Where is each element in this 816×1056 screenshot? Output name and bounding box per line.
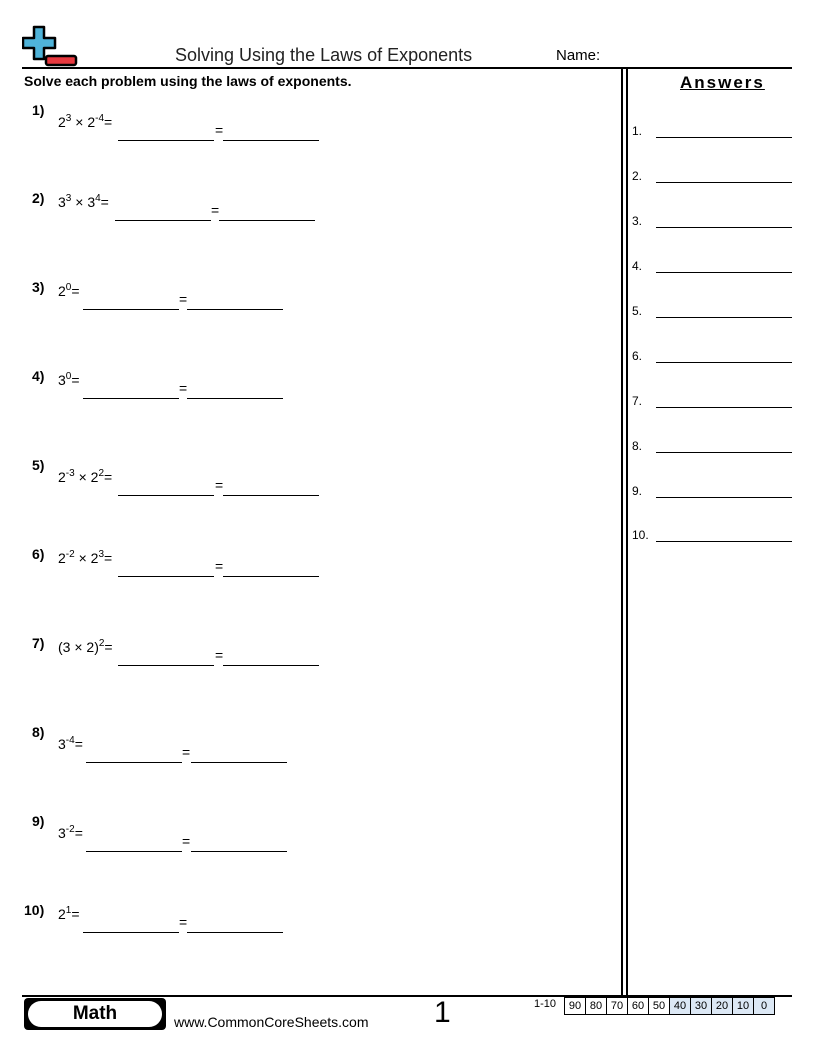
expression-text: 2 xyxy=(58,283,66,299)
answer-number: 1. xyxy=(632,124,643,138)
problem-item xyxy=(0,635,610,695)
expression-text: × 2 xyxy=(74,550,99,566)
problem-expression xyxy=(58,283,80,299)
header-divider xyxy=(22,67,792,69)
work-blank[interactable] xyxy=(118,576,214,577)
expression-text: = xyxy=(74,736,83,752)
exponent: 0 xyxy=(65,371,72,382)
score-cell: 30 xyxy=(691,998,712,1014)
problem-item xyxy=(0,279,610,339)
work-blank[interactable] xyxy=(83,932,179,933)
answer-number: 4. xyxy=(632,259,643,273)
problem-item xyxy=(0,902,610,962)
name-label: Name: xyxy=(556,47,601,64)
score-cell: 90 xyxy=(565,998,586,1014)
problem-expression xyxy=(58,194,109,210)
expression-text: = xyxy=(71,906,80,922)
answers-heading: Answers xyxy=(680,73,765,92)
score-cell: 80 xyxy=(586,998,607,1014)
exponent: 3 xyxy=(65,113,72,124)
score-cell: 0 xyxy=(754,998,775,1014)
equals-sign: = xyxy=(215,477,224,493)
exponent: 2 xyxy=(98,468,105,479)
answer-blank[interactable] xyxy=(223,140,319,141)
answer-number: 7. xyxy=(632,394,643,408)
answer-row xyxy=(632,439,794,459)
answer-blank[interactable] xyxy=(656,272,792,273)
expression-text: (3 × 2) xyxy=(58,639,99,655)
exponent: -4 xyxy=(95,113,105,124)
expression-text: 3 xyxy=(58,825,66,841)
expression-text: 2 xyxy=(58,114,66,130)
work-blank[interactable] xyxy=(118,140,214,141)
exponent: -3 xyxy=(65,468,75,479)
exponent: 1 xyxy=(65,905,72,916)
equals-sign: = xyxy=(182,744,191,760)
problem-item xyxy=(0,368,610,428)
expression-text: 3 xyxy=(58,736,66,752)
expression-text: = xyxy=(100,194,109,210)
work-blank[interactable] xyxy=(83,309,179,310)
answer-row xyxy=(632,259,794,279)
exponent: 0 xyxy=(65,282,72,293)
exponent: -2 xyxy=(65,549,75,560)
problem-expression xyxy=(58,639,113,655)
problem-expression xyxy=(58,114,112,130)
expression-text: = xyxy=(104,550,113,566)
exponent: -4 xyxy=(65,735,75,746)
answer-number: 6. xyxy=(632,349,643,363)
exponent: 3 xyxy=(65,193,72,204)
score-cell: 10 xyxy=(733,998,754,1014)
score-range-label: 1-10 xyxy=(534,998,557,1010)
problem-number: 5) xyxy=(32,457,45,473)
work-blank[interactable] xyxy=(118,495,214,496)
score-cell: 20 xyxy=(712,998,733,1014)
answer-blank[interactable] xyxy=(656,362,792,363)
expression-text: 2 xyxy=(58,469,66,485)
page-number: 1 xyxy=(434,996,451,1029)
answer-row xyxy=(632,394,794,414)
answer-row xyxy=(632,484,794,504)
column-divider-right xyxy=(626,68,628,995)
worksheet-title: Solving Using the Laws of Exponents xyxy=(175,45,473,65)
expression-text: = xyxy=(74,825,83,841)
answer-blank[interactable] xyxy=(187,932,283,933)
problem-item xyxy=(0,724,610,784)
problem-item xyxy=(0,546,610,606)
expression-text: = xyxy=(71,372,80,388)
answer-row xyxy=(632,214,794,234)
problem-item xyxy=(0,813,610,873)
expression-text: 2 xyxy=(58,550,66,566)
problem-expression xyxy=(58,372,80,388)
answer-row xyxy=(632,304,794,324)
answer-blank[interactable] xyxy=(656,227,792,228)
answer-blank[interactable] xyxy=(187,398,283,399)
problem-item xyxy=(0,457,610,517)
site-url: www.CommonCoreSheets.com xyxy=(174,1014,369,1030)
problem-expression xyxy=(58,736,83,752)
expression-text: × 3 xyxy=(71,194,96,210)
answer-number: 9. xyxy=(632,484,643,498)
exponent: -2 xyxy=(65,824,75,835)
exponent: 2 xyxy=(98,638,105,649)
equals-sign: = xyxy=(182,833,191,849)
equals-sign: = xyxy=(215,558,224,574)
equals-sign: = xyxy=(215,647,224,663)
instructions: Solve each problem using the laws of exponents. xyxy=(24,73,352,89)
score-cell: 70 xyxy=(607,998,628,1014)
answer-blank[interactable] xyxy=(656,137,792,138)
problem-number: 1) xyxy=(32,102,45,118)
expression-text: = xyxy=(104,639,113,655)
answer-blank[interactable] xyxy=(187,309,283,310)
problem-number: 2) xyxy=(32,190,45,206)
plus-minus-logo-icon xyxy=(22,24,80,68)
equals-sign: = xyxy=(179,291,188,307)
answer-blank[interactable] xyxy=(223,495,319,496)
expression-text: × 2 xyxy=(71,114,96,130)
equals-sign: = xyxy=(179,914,188,930)
answer-number: 5. xyxy=(632,304,643,318)
answer-number: 2. xyxy=(632,169,643,183)
answer-blank[interactable] xyxy=(656,182,792,183)
answer-number: 8. xyxy=(632,439,643,453)
score-cell: 60 xyxy=(628,998,649,1014)
exponent: 4 xyxy=(95,193,101,204)
answer-blank[interactable] xyxy=(656,407,792,408)
answer-blank[interactable] xyxy=(656,497,792,498)
expression-text: 2 xyxy=(58,906,66,922)
problem-number: 6) xyxy=(32,546,45,562)
answer-blank[interactable] xyxy=(656,541,792,542)
answer-blank[interactable] xyxy=(656,452,792,453)
answer-row xyxy=(632,528,794,548)
problem-number: 7) xyxy=(32,635,45,651)
work-blank[interactable] xyxy=(83,398,179,399)
answer-blank[interactable] xyxy=(656,317,792,318)
problem-expression xyxy=(58,550,112,566)
equals-sign: = xyxy=(179,380,188,396)
problem-number: 4) xyxy=(32,368,45,384)
problem-number: 3) xyxy=(32,279,45,295)
column-divider-left xyxy=(621,68,623,995)
problem-expression xyxy=(58,469,112,485)
expression-text: = xyxy=(104,114,113,130)
subject-label: Math xyxy=(28,1001,162,1027)
score-cell: 50 xyxy=(649,998,670,1014)
score-cell: 40 xyxy=(670,998,691,1014)
score-table xyxy=(564,997,775,1015)
problem-item xyxy=(0,190,610,250)
answer-blank[interactable] xyxy=(191,851,287,852)
problem-number: 8) xyxy=(32,724,45,740)
answer-blank[interactable] xyxy=(223,576,319,577)
answer-blank[interactable] xyxy=(219,220,315,221)
work-blank[interactable] xyxy=(86,762,182,763)
answer-blank[interactable] xyxy=(223,665,319,666)
work-blank[interactable] xyxy=(118,665,214,666)
problem-expression xyxy=(58,825,83,841)
exponent: 3 xyxy=(98,549,105,560)
equals-sign: = xyxy=(211,202,220,218)
answer-row xyxy=(632,349,794,369)
problem-number: 10) xyxy=(24,902,45,918)
answer-blank[interactable] xyxy=(191,762,287,763)
expression-text: × 2 xyxy=(74,469,99,485)
equals-sign: = xyxy=(215,122,224,138)
expression-text: 3 xyxy=(58,194,66,210)
answer-row xyxy=(632,169,794,189)
problem-expression xyxy=(58,906,80,922)
subject-badge xyxy=(24,998,166,1030)
problem-number: 9) xyxy=(32,813,45,829)
expression-text: = xyxy=(71,283,80,299)
answer-number: 3. xyxy=(632,214,643,228)
answer-row xyxy=(632,124,794,144)
work-blank[interactable] xyxy=(86,851,182,852)
expression-text: 3 xyxy=(58,372,66,388)
expression-text: = xyxy=(104,469,113,485)
work-blank[interactable] xyxy=(115,220,211,221)
answer-number: 10. xyxy=(632,528,649,542)
problem-item xyxy=(0,102,610,162)
